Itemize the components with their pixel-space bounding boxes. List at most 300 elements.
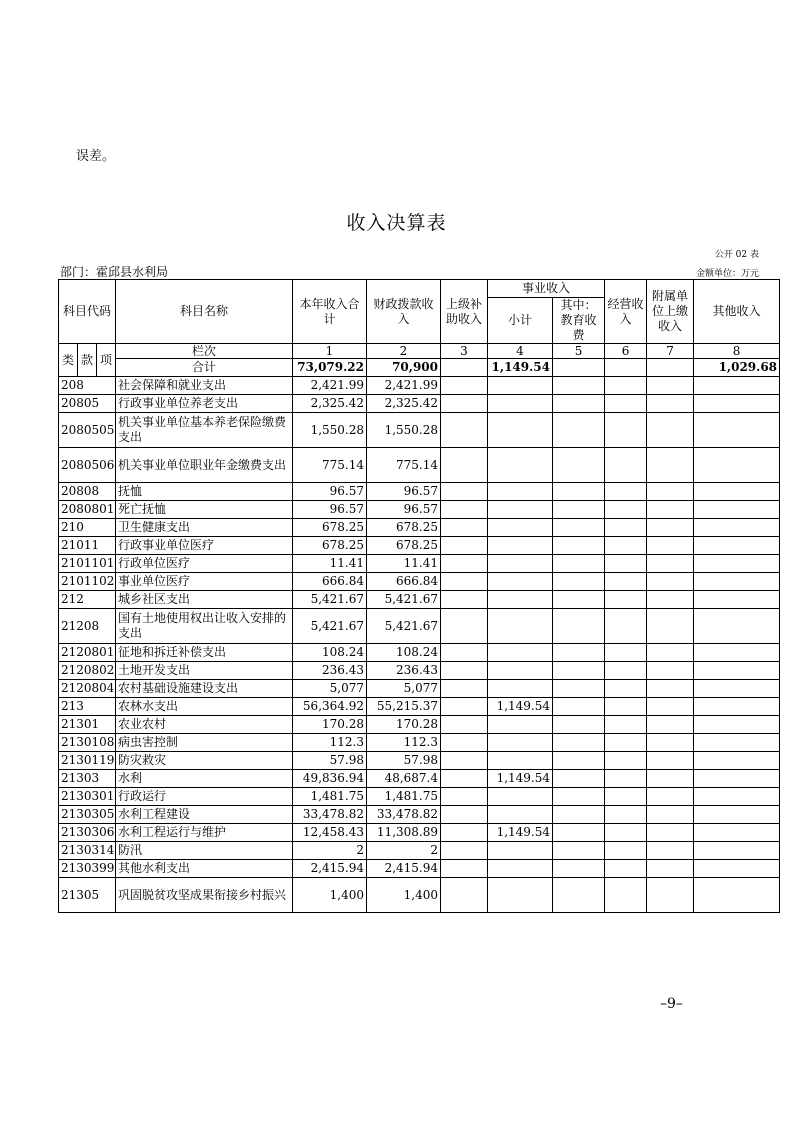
- cell-education: [553, 752, 605, 770]
- cell-fiscal: 96.57: [367, 501, 441, 519]
- table-row: [59, 644, 780, 662]
- cell-fiscal: 33,478.82: [367, 806, 441, 824]
- cell-business-subtotal: [488, 537, 553, 555]
- table-row: [59, 752, 780, 770]
- cell-business-subtotal: [488, 609, 553, 644]
- cell-code: 2120801: [59, 644, 116, 662]
- cell-business-subtotal: [488, 788, 553, 806]
- cell-code: 21011: [59, 537, 116, 555]
- cell-other: [694, 680, 780, 698]
- cell-superior: [441, 788, 488, 806]
- header-operating: 经营收入: [605, 280, 647, 344]
- cell-code: 2130305: [59, 806, 116, 824]
- cell-business-subtotal: 1,149.54: [488, 698, 553, 716]
- cell-affiliated: [647, 573, 694, 591]
- total-c1: 73,079.22: [293, 359, 367, 377]
- cell-superior: [441, 413, 488, 448]
- cell-superior: [441, 644, 488, 662]
- cell-operating: [605, 519, 647, 537]
- cell-code: 2101101: [59, 555, 116, 573]
- cell-affiliated: [647, 644, 694, 662]
- header-row-1: [59, 280, 780, 298]
- cell-total-income: 666.84: [293, 573, 367, 591]
- cell-business-subtotal: [488, 413, 553, 448]
- cell-operating: [605, 644, 647, 662]
- cell-operating: [605, 501, 647, 519]
- cell-business-subtotal: [488, 501, 553, 519]
- cell-other: [694, 788, 780, 806]
- cell-other: [694, 806, 780, 824]
- cell-total-income: 112.3: [293, 734, 367, 752]
- cell-fiscal: 666.84: [367, 573, 441, 591]
- cell-fiscal: 48,687.4: [367, 770, 441, 788]
- cell-affiliated: [647, 788, 694, 806]
- cell-total-income: 236.43: [293, 662, 367, 680]
- cell-affiliated: [647, 770, 694, 788]
- cell-code: 2080506: [59, 448, 116, 483]
- cell-affiliated: [647, 824, 694, 842]
- table-row: [59, 824, 780, 842]
- form-number: 公开 02 表: [714, 250, 759, 260]
- cell-superior: [441, 662, 488, 680]
- cell-business-subtotal: [488, 644, 553, 662]
- cell-education: [553, 609, 605, 644]
- cell-other: [694, 842, 780, 860]
- cell-total-income: 56,364.92: [293, 698, 367, 716]
- cell-fiscal: 11.41: [367, 555, 441, 573]
- header-business: 事业收入: [488, 280, 605, 298]
- cell-operating: [605, 788, 647, 806]
- cell-total-income: 49,836.94: [293, 770, 367, 788]
- cell-name: 农村基础设施建设支出: [116, 680, 293, 698]
- cell-superior: [441, 824, 488, 842]
- cell-business-subtotal: [488, 716, 553, 734]
- cell-operating: [605, 860, 647, 878]
- cell-affiliated: [647, 609, 694, 644]
- income-final-account-table: [58, 279, 780, 913]
- cell-operating: [605, 555, 647, 573]
- cell-code: 212: [59, 591, 116, 609]
- cell-business-subtotal: 1,149.54: [488, 824, 553, 842]
- cell-other: [694, 770, 780, 788]
- col-num-4: 4: [488, 344, 553, 359]
- cell-affiliated: [647, 698, 694, 716]
- cell-name: 防灾救灾: [116, 752, 293, 770]
- cell-name: 死亡抚恤: [116, 501, 293, 519]
- cell-business-subtotal: [488, 860, 553, 878]
- cell-name: 巩固脱贫攻坚成果衔接乡村振兴: [116, 878, 293, 913]
- header-column-label: 栏次: [116, 344, 293, 359]
- cell-education: [553, 860, 605, 878]
- total-row: [59, 359, 780, 377]
- table-row: [59, 680, 780, 698]
- cell-code: 2130301: [59, 788, 116, 806]
- cell-business-subtotal: [488, 752, 553, 770]
- cell-operating: [605, 395, 647, 413]
- cell-affiliated: [647, 377, 694, 395]
- cell-code: 2130119: [59, 752, 116, 770]
- total-c2: 70,900: [367, 359, 441, 377]
- cell-fiscal: 1,400: [367, 878, 441, 913]
- cell-education: [553, 377, 605, 395]
- cell-total-income: 11.41: [293, 555, 367, 573]
- header-row-3: [59, 344, 780, 359]
- cell-fiscal: 5,077: [367, 680, 441, 698]
- cell-code: 2130306: [59, 824, 116, 842]
- table-row: [59, 860, 780, 878]
- cell-name: 抚恤: [116, 483, 293, 501]
- cell-superior: [441, 878, 488, 913]
- cell-code: 21301: [59, 716, 116, 734]
- cell-code: 208: [59, 377, 116, 395]
- cell-other: [694, 698, 780, 716]
- cell-superior: [441, 573, 488, 591]
- cell-name: 卫生健康支出: [116, 519, 293, 537]
- cell-education: [553, 413, 605, 448]
- header-subtotal: 小计: [488, 298, 553, 344]
- table-row: [59, 609, 780, 644]
- cell-education: [553, 824, 605, 842]
- cell-fiscal: 57.98: [367, 752, 441, 770]
- cell-name: 水利工程建设: [116, 806, 293, 824]
- cell-education: [553, 680, 605, 698]
- cell-other: [694, 395, 780, 413]
- cell-total-income: 2,415.94: [293, 860, 367, 878]
- cell-name: 社会保障和就业支出: [116, 377, 293, 395]
- cell-operating: [605, 483, 647, 501]
- cell-affiliated: [647, 395, 694, 413]
- note-text: 误差。: [76, 149, 116, 164]
- col-num-8: 8: [694, 344, 780, 359]
- cell-business-subtotal: [488, 573, 553, 591]
- cell-operating: [605, 680, 647, 698]
- table-row: [59, 662, 780, 680]
- cell-affiliated: [647, 716, 694, 734]
- cell-affiliated: [647, 878, 694, 913]
- cell-other: [694, 609, 780, 644]
- cell-business-subtotal: [488, 395, 553, 413]
- cell-fiscal: 236.43: [367, 662, 441, 680]
- cell-other: [694, 573, 780, 591]
- cell-other: [694, 591, 780, 609]
- table-row: [59, 483, 780, 501]
- cell-operating: [605, 716, 647, 734]
- cell-other: [694, 878, 780, 913]
- cell-code: 2080505: [59, 413, 116, 448]
- table-row: [59, 573, 780, 591]
- cell-superior: [441, 537, 488, 555]
- cell-superior: [441, 395, 488, 413]
- cell-education: [553, 842, 605, 860]
- cell-affiliated: [647, 537, 694, 555]
- cell-education: [553, 698, 605, 716]
- cell-total-income: 170.28: [293, 716, 367, 734]
- col-num-2: 2: [367, 344, 441, 359]
- cell-superior: [441, 680, 488, 698]
- cell-education: [553, 591, 605, 609]
- cell-name: 行政事业单位养老支出: [116, 395, 293, 413]
- cell-total-income: 1,400: [293, 878, 367, 913]
- cell-other: [694, 501, 780, 519]
- cell-name: 土地开发支出: [116, 662, 293, 680]
- total-c4: 1,149.54: [488, 359, 553, 377]
- cell-affiliated: [647, 519, 694, 537]
- amount-unit: 金额单位：万元: [695, 269, 759, 279]
- cell-operating: [605, 752, 647, 770]
- cell-code: 2120802: [59, 662, 116, 680]
- cell-superior: [441, 377, 488, 395]
- cell-other: [694, 716, 780, 734]
- cell-fiscal: 108.24: [367, 644, 441, 662]
- cell-operating: [605, 537, 647, 555]
- cell-name: 其他水利支出: [116, 860, 293, 878]
- cell-fiscal: 112.3: [367, 734, 441, 752]
- cell-name: 农林水支出: [116, 698, 293, 716]
- cell-total-income: 12,458.43: [293, 824, 367, 842]
- cell-superior: [441, 483, 488, 501]
- cell-education: [553, 519, 605, 537]
- cell-code: 210: [59, 519, 116, 537]
- cell-superior: [441, 591, 488, 609]
- cell-business-subtotal: [488, 806, 553, 824]
- cell-name: 机关事业单位基本养老保险缴费支出: [116, 413, 293, 448]
- cell-business-subtotal: [488, 555, 553, 573]
- cell-code: 2130399: [59, 860, 116, 878]
- cell-education: [553, 395, 605, 413]
- cell-name: 行政单位医疗: [116, 555, 293, 573]
- cell-other: [694, 860, 780, 878]
- table-row: [59, 413, 780, 448]
- cell-affiliated: [647, 591, 694, 609]
- cell-total-income: 5,421.67: [293, 591, 367, 609]
- cell-affiliated: [647, 413, 694, 448]
- total-c6: [605, 359, 647, 377]
- cell-operating: [605, 591, 647, 609]
- cell-education: [553, 716, 605, 734]
- header-kuan: 款: [78, 344, 97, 377]
- cell-other: [694, 824, 780, 842]
- cell-business-subtotal: [488, 448, 553, 483]
- cell-other: [694, 448, 780, 483]
- cell-operating: [605, 662, 647, 680]
- cell-fiscal: 1,481.75: [367, 788, 441, 806]
- header-subject-code: 科目代码: [59, 280, 116, 344]
- cell-business-subtotal: [488, 680, 553, 698]
- cell-education: [553, 573, 605, 591]
- col-num-3: 3: [441, 344, 488, 359]
- table-row: [59, 555, 780, 573]
- table-row: [59, 395, 780, 413]
- header-superior: 上级补助收入: [441, 280, 488, 344]
- cell-other: [694, 483, 780, 501]
- cell-total-income: 678.25: [293, 519, 367, 537]
- cell-total-income: 96.57: [293, 501, 367, 519]
- cell-fiscal: 2: [367, 842, 441, 860]
- table-row: [59, 878, 780, 913]
- table-row: [59, 501, 780, 519]
- cell-affiliated: [647, 483, 694, 501]
- header-subject-name: 科目名称: [116, 280, 293, 344]
- cell-other: [694, 519, 780, 537]
- col-num-6: 6: [605, 344, 647, 359]
- cell-business-subtotal: [488, 878, 553, 913]
- cell-name: 事业单位医疗: [116, 573, 293, 591]
- cell-fiscal: 2,325.42: [367, 395, 441, 413]
- total-label: 合计: [116, 359, 293, 377]
- header-total-income: 本年收入合计: [293, 280, 367, 344]
- table-row: [59, 770, 780, 788]
- cell-operating: [605, 698, 647, 716]
- header-lei: 类: [59, 344, 78, 377]
- cell-education: [553, 734, 605, 752]
- cell-superior: [441, 519, 488, 537]
- cell-total-income: 5,077: [293, 680, 367, 698]
- cell-code: 2080801: [59, 501, 116, 519]
- cell-name: 机关事业单位职业年金缴费支出: [116, 448, 293, 483]
- cell-affiliated: [647, 860, 694, 878]
- total-c5: [553, 359, 605, 377]
- cell-name: 征地和拆迁补偿支出: [116, 644, 293, 662]
- cell-fiscal: 678.25: [367, 519, 441, 537]
- cell-fiscal: 11,308.89: [367, 824, 441, 842]
- cell-business-subtotal: [488, 662, 553, 680]
- cell-fiscal: 2,421.99: [367, 377, 441, 395]
- table-row: [59, 519, 780, 537]
- total-c7: [647, 359, 694, 377]
- cell-operating: [605, 824, 647, 842]
- department-label: 部门：霍邱县水利局: [60, 265, 169, 279]
- header-fiscal: 财政拨款收入: [367, 280, 441, 344]
- cell-total-income: 1,550.28: [293, 413, 367, 448]
- table-row: [59, 448, 780, 483]
- header-education: 其中：教育收费: [553, 298, 605, 344]
- cell-fiscal: 5,421.67: [367, 591, 441, 609]
- cell-business-subtotal: [488, 842, 553, 860]
- cell-other: [694, 413, 780, 448]
- cell-name: 城乡社区支出: [116, 591, 293, 609]
- cell-education: [553, 501, 605, 519]
- table-row: [59, 698, 780, 716]
- cell-total-income: 2: [293, 842, 367, 860]
- page-title: 收入决算表: [346, 212, 447, 234]
- cell-affiliated: [647, 842, 694, 860]
- cell-total-income: 2,421.99: [293, 377, 367, 395]
- cell-affiliated: [647, 662, 694, 680]
- total-c3: [441, 359, 488, 377]
- cell-education: [553, 806, 605, 824]
- cell-total-income: 775.14: [293, 448, 367, 483]
- cell-fiscal: 96.57: [367, 483, 441, 501]
- cell-code: 2120804: [59, 680, 116, 698]
- cell-fiscal: 55,215.37: [367, 698, 441, 716]
- cell-affiliated: [647, 448, 694, 483]
- page-number: –9–: [660, 996, 683, 1012]
- cell-operating: [605, 413, 647, 448]
- cell-operating: [605, 377, 647, 395]
- cell-affiliated: [647, 734, 694, 752]
- cell-superior: [441, 806, 488, 824]
- cell-superior: [441, 842, 488, 860]
- cell-superior: [441, 860, 488, 878]
- cell-code: 2130314: [59, 842, 116, 860]
- cell-operating: [605, 573, 647, 591]
- cell-operating: [605, 770, 647, 788]
- total-c8: 1,029.68: [694, 359, 780, 377]
- cell-education: [553, 555, 605, 573]
- cell-operating: [605, 878, 647, 913]
- cell-affiliated: [647, 752, 694, 770]
- cell-superior: [441, 698, 488, 716]
- cell-name: 防汛: [116, 842, 293, 860]
- col-num-7: 7: [647, 344, 694, 359]
- cell-code: 21305: [59, 878, 116, 913]
- cell-code: 213: [59, 698, 116, 716]
- cell-business-subtotal: [488, 483, 553, 501]
- table-row: [59, 377, 780, 395]
- table-row: [59, 842, 780, 860]
- table-row: [59, 716, 780, 734]
- cell-education: [553, 644, 605, 662]
- cell-affiliated: [647, 501, 694, 519]
- cell-operating: [605, 734, 647, 752]
- cell-superior: [441, 752, 488, 770]
- cell-fiscal: 1,550.28: [367, 413, 441, 448]
- cell-code: 21208: [59, 609, 116, 644]
- cell-superior: [441, 448, 488, 483]
- cell-affiliated: [647, 806, 694, 824]
- cell-education: [553, 483, 605, 501]
- cell-operating: [605, 609, 647, 644]
- cell-business-subtotal: [488, 377, 553, 395]
- col-num-1: 1: [293, 344, 367, 359]
- cell-education: [553, 770, 605, 788]
- cell-name: 农业农村: [116, 716, 293, 734]
- cell-superior: [441, 555, 488, 573]
- cell-code: 2101102: [59, 573, 116, 591]
- cell-name: 国有土地使用权出让收入安排的支出: [116, 609, 293, 644]
- cell-total-income: 1,481.75: [293, 788, 367, 806]
- cell-code: 20808: [59, 483, 116, 501]
- cell-superior: [441, 734, 488, 752]
- cell-fiscal: 2,415.94: [367, 860, 441, 878]
- cell-total-income: 678.25: [293, 537, 367, 555]
- cell-other: [694, 555, 780, 573]
- cell-total-income: 57.98: [293, 752, 367, 770]
- cell-code: 20805: [59, 395, 116, 413]
- table-row: [59, 806, 780, 824]
- col-num-5: 5: [553, 344, 605, 359]
- cell-code: 2130108: [59, 734, 116, 752]
- cell-operating: [605, 448, 647, 483]
- cell-other: [694, 377, 780, 395]
- cell-other: [694, 734, 780, 752]
- cell-name: 行政运行: [116, 788, 293, 806]
- cell-total-income: 33,478.82: [293, 806, 367, 824]
- cell-superior: [441, 501, 488, 519]
- table-row: [59, 788, 780, 806]
- cell-other: [694, 662, 780, 680]
- cell-name: 病虫害控制: [116, 734, 293, 752]
- cell-other: [694, 752, 780, 770]
- cell-name: 水利工程运行与维护: [116, 824, 293, 842]
- table-row: [59, 591, 780, 609]
- cell-business-subtotal: [488, 591, 553, 609]
- cell-education: [553, 662, 605, 680]
- cell-fiscal: 170.28: [367, 716, 441, 734]
- cell-operating: [605, 842, 647, 860]
- cell-education: [553, 537, 605, 555]
- cell-total-income: 5,421.67: [293, 609, 367, 644]
